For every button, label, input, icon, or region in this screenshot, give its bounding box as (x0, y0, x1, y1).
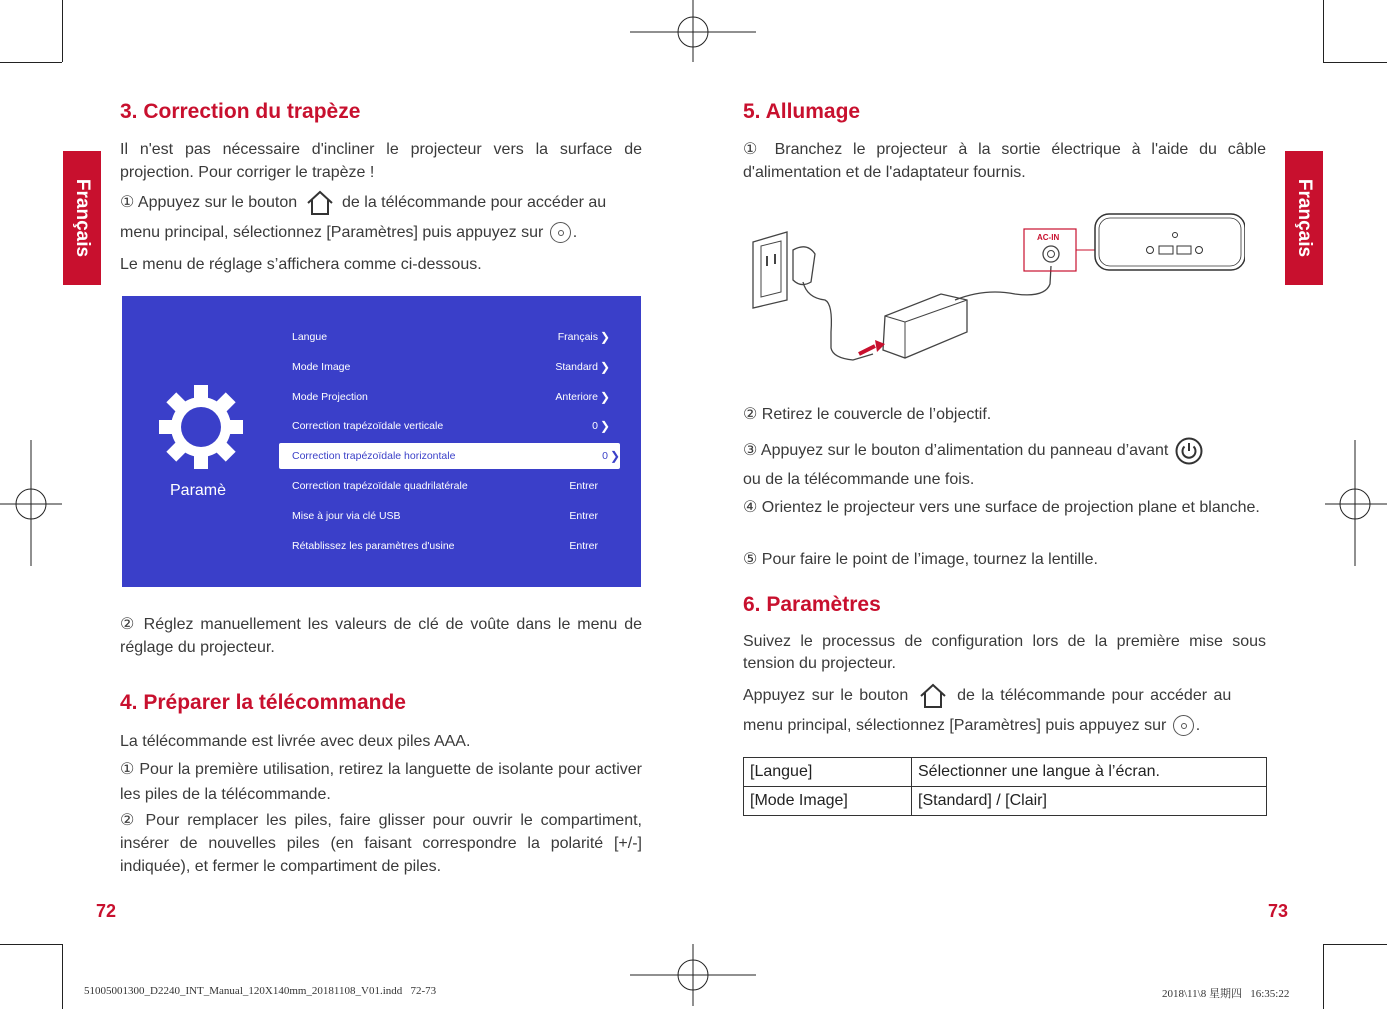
section-3-menu-note: Le menu de réglage s’affichera comme ci-dessous. (120, 256, 482, 273)
menu-item-value: 0 (592, 420, 598, 433)
text: menu principal, sélectionnez [Paramètres] puis appuyez sur (120, 224, 544, 241)
page-number-right: 73 (1268, 901, 1289, 921)
menu-item[interactable] (292, 533, 610, 559)
section-5-step5: ⑤ Pour faire le point de l’image, tournez la lentille. (743, 551, 1098, 568)
chevron-right-icon: ❯ (599, 330, 610, 344)
crop-mark (62, 944, 63, 1009)
gear-icon (158, 384, 244, 470)
ac-in-label: AC-IN (1037, 233, 1060, 242)
section-5-step3-line2: ou de la télécommande une fois. (743, 471, 975, 488)
menu-item-label: Mode Image (292, 360, 351, 373)
menu-item-value: 0 (602, 450, 608, 463)
section-5-step4: ④ Orientez le projecteur vers une surface de projection plane et blanche. (743, 499, 1260, 516)
table-row (744, 758, 1267, 787)
section-3-step1-line2 (120, 221, 650, 244)
registration-mark-left (0, 440, 64, 568)
table-cell-value: Sélectionner une langue à l’écran. (912, 758, 1267, 787)
text: de la télécommande pour accéder au (342, 194, 607, 212)
menu-item-label: Correction trapézoïdale quadrilatérale (292, 480, 468, 492)
menu-item[interactable] (292, 473, 610, 499)
home-icon (305, 190, 335, 216)
crop-mark (1323, 944, 1387, 945)
section-5-step2: ② Retirez le couvercle de l’objectif. (743, 406, 992, 423)
menu-item-value: Entrer (569, 480, 598, 492)
menu-item[interactable] (292, 384, 610, 410)
section-4-title: 4. Préparer la télécommande (120, 691, 406, 714)
section-4-step1: ① Pour la première utilisation, retirez la languette de isolante pour activer les piles de la télécommande. (120, 761, 642, 803)
language-tab-label: Français (72, 178, 93, 258)
menu-item-value: Français (557, 331, 598, 343)
menu-item-label: Rétablissez les paramètres d'usine (292, 539, 455, 552)
registration-mark-top (628, 0, 758, 64)
language-tab-left (63, 151, 101, 285)
menu-item[interactable] (292, 503, 610, 529)
text: menu principal, sélectionnez [Paramètres] puis appuyez sur (743, 717, 1167, 734)
menu-item[interactable] (292, 324, 610, 350)
menu-item-label: Correction trapézoïdale verticale (292, 420, 444, 433)
language-tab-label: Français (1294, 178, 1315, 258)
menu-item-value: Standard (555, 360, 598, 373)
menu-item-label: Langue (292, 331, 328, 343)
menu-item-value: Entrer (569, 539, 598, 552)
table-cell-key: [Mode Image] (744, 787, 912, 816)
crop-mark (1323, 944, 1324, 1009)
menu-item[interactable] (292, 354, 610, 380)
chevron-right-icon: ❯ (599, 419, 610, 434)
section-6-instruction-line1 (743, 683, 1273, 709)
registration-mark-bottom (628, 944, 758, 1008)
registration-mark-right (1323, 440, 1387, 568)
crop-mark (1323, 0, 1324, 62)
section-3-step1-line1 (120, 190, 650, 216)
table-cell-key: [Langue] (744, 758, 912, 787)
section-5-step1: ① Branchez le projecteur à la sortie électrique à l'aide du câble d'alimentation et de l'adaptateur fournis. (743, 141, 1266, 181)
menu-item[interactable] (292, 413, 610, 439)
table-cell-value: [Standard] / [Clair] (912, 787, 1267, 816)
crop-mark (62, 0, 63, 62)
chevron-right-icon: ❯ (599, 389, 610, 404)
text: ① Appuyez sur le bouton (120, 194, 298, 212)
chevron-right-icon: ❯ (609, 449, 620, 464)
section-6-instruction-line2 (743, 714, 1273, 737)
menu-item-label: Correction trapézoïdale horizontale (292, 450, 456, 463)
footer-timestamp: 2018\11\8 星期四 16:35:22 (1162, 988, 1290, 1000)
menu-item[interactable] (279, 443, 620, 469)
table-row (744, 787, 1267, 816)
section-5-step3-line1 (743, 437, 1273, 465)
crop-mark (0, 62, 62, 63)
section-6-title: 6. Paramètres (743, 593, 881, 616)
menu-item-value: Anteriore (555, 390, 598, 403)
section-6-intro: Suivez le processus de configuration lors de la première mise sous tension du projecteur. (743, 633, 1266, 672)
menu-side-label: Paramè (170, 482, 227, 499)
crop-mark (1323, 62, 1387, 63)
ok-button-icon (550, 222, 571, 243)
power-connection-illustration (745, 208, 1245, 370)
language-tab-right (1285, 151, 1323, 285)
text: . (572, 224, 578, 241)
footer-file-info: 51005001300_D2240_INT_Manual_120X140mm_20181108_V01.indd 72-73 (84, 985, 437, 997)
section-4-intro: La télécommande est livrée avec deux piles AAA. (120, 733, 471, 750)
crop-mark (0, 944, 62, 945)
text: de la télécommande pour accéder au (957, 687, 1232, 705)
page-number-left: 72 (96, 901, 117, 921)
section-3-title: 3. Correction du trapèze (120, 100, 361, 123)
settings-table (743, 757, 1267, 816)
ok-button-icon (1173, 715, 1194, 736)
section-3-step2: ② Réglez manuellement les valeurs de clé de voûte dans le menu de réglage du projecteur. (120, 616, 642, 656)
text: Appuyez sur le bouton (743, 687, 909, 705)
power-icon (1175, 437, 1203, 465)
chevron-right-icon: ❯ (599, 359, 610, 374)
menu-item-label: Mode Projection (292, 390, 368, 403)
section-3-intro: Il n'est pas nécessaire d'incliner le projecteur vers la surface de projection. Pour corriger le trapèze ! (120, 141, 642, 181)
settings-menu-screenshot (122, 296, 641, 587)
section-5-title: 5. Allumage (743, 100, 861, 123)
menu-item-label: Mise à jour via clé USB (292, 509, 401, 522)
section-4-step2: ② Pour remplacer les piles, faire glisser pour ouvrir le compartiment, insérer de nouvelles piles (en faisant correspondre la polarité [+/-] indiquée), et fermer le compartiment de piles. (120, 812, 642, 875)
home-icon (918, 683, 948, 709)
text: . (1195, 717, 1201, 734)
menu-item-value: Entrer (569, 509, 598, 522)
text: ③ Appuyez sur le bouton d’alimentation du panneau d’avant (743, 442, 1169, 460)
